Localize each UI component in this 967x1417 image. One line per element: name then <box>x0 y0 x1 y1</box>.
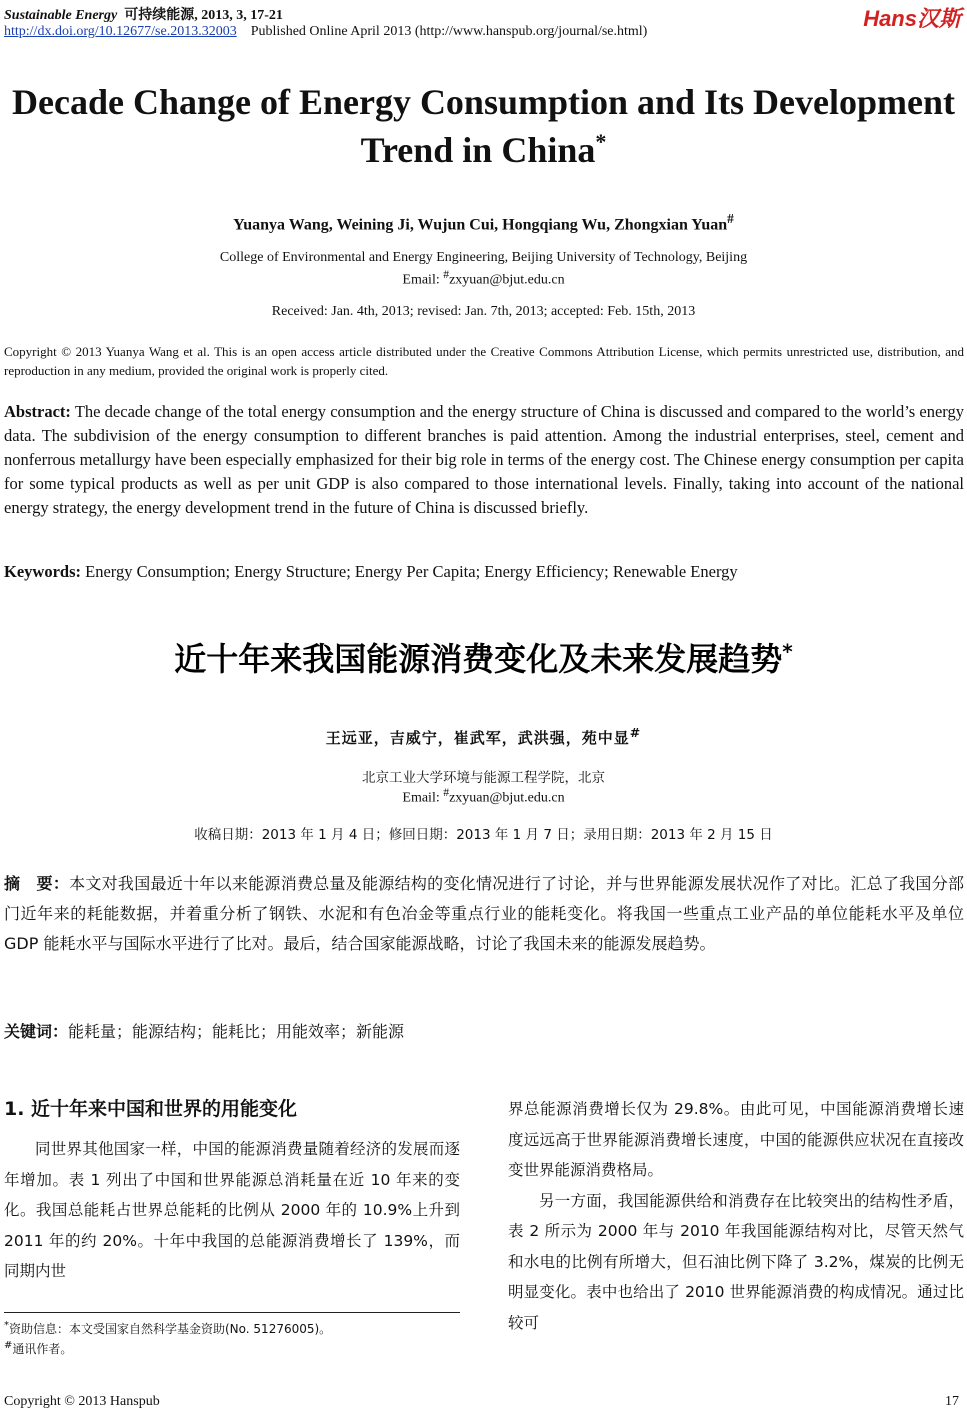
hans-logo: Hans汉斯 <box>863 6 961 31</box>
paper-title-cn: 近十年来我国能源消费变化及未来发展趋势* <box>174 639 793 678</box>
keywords-text: Energy Consumption; Energy Structure; Energy Per Capita; Energy Efficiency; Renewable Energy <box>85 562 738 581</box>
dates-cn: 收稿日期：2013 年 1 月 4 日；修回日期：2013 年 1 月 7 日；录用日期：2013 年 2 月 15 日 <box>194 827 773 843</box>
keywords-en <box>4 562 964 582</box>
footnote-divider <box>4 1312 460 1313</box>
page-number: 17 <box>945 1394 959 1409</box>
doi-link[interactable]: http://dx.doi.org/10.12677/se.2013.32003 <box>4 24 237 39</box>
authors-en: Yuanya Wang, Weining Ji, Wujun Cui, Hongqiang Wu, Zhongxian Yuan# <box>233 211 734 234</box>
journal-name-cn: 可持续能源 <box>124 8 195 23</box>
affiliation-en: College of Environmental and Energy Engineering, Beijing University of Technology, Beijing <box>219 250 748 265</box>
footer-copyright: Copyright © 2013 Hanspub <box>4 1394 160 1409</box>
published-online: Published Online April 2013 (http://www.hanspub.org/journal/se.html) <box>250 24 648 39</box>
keywords-cn-text: 能耗量；能源结构；能耗比；用能效率；新能源 <box>68 1022 405 1041</box>
journal-header <box>4 4 283 24</box>
section-1-right-column <box>508 1094 964 1338</box>
abstract-cn <box>4 869 964 959</box>
abstract-cn-label: 摘 要： <box>4 874 70 893</box>
section-1-paragraph-2: 另一方面，我国能源供给和消费存在比较突出的结构性矛盾，表 2 所示为 2000 年与 2010 年我国能源结构对比，尽管天然气和水电的比例有所增大，但石油比例下降了 3.2%，煤炭的比例无明显变化。表中也给出了 2010 世界能源消费的构成情况。通过比较可 <box>508 1191 964 1332</box>
footnote-corresponding: #通讯作者。 <box>4 1340 73 1356</box>
abstract-label: Abstract: <box>4 402 71 421</box>
email-address[interactable]: zxyuan@bjut.edu.cn <box>449 272 565 288</box>
section-1-left-column: 同世界其他国家一样，中国的能源消费量随着经济的发展而逐年增加。表 1 列出了中国和世界能源总消耗量在近 10 年来的变化。我国总能耗占世界总能耗的比例从 2000 年的 10.9%上升到 2011 年的约 20%。十年中我国的总能源消费增长了 139%，而同期内世 <box>4 1140 460 1280</box>
email-address-cn[interactable]: zxyuan@bjut.edu.cn <box>449 790 565 806</box>
journal-name: Sustainable Energy <box>4 8 118 23</box>
abstract-text: The decade change of the total energy consumption and the energy structure of China is discussed and compared to the world’s energy data. The subdivision of the energy consumption to different branches is paid attention. Among the industrial enterprises, steel, cement and nonferrous metallurgy have been especially emphasized for their big role in terms of the energy cost. The Chinese energy consumption per capita for some typical products as well as per unit GDP is also compared to those international levels. Finally, taking into account of the national energy strategy, the energy development trend in the future of China is discussed briefly. <box>4 402 964 517</box>
authors-cn: 王远亚，吉威宁，崔武军，武洪强，苑中显# <box>325 725 642 747</box>
abstract-cn-text: 本文对我国最近十年以来能源消费总量及能源结构的变化情况进行了讨论，并与世界能源发展状况作了对比。汇总了我国分部门近年来的耗能数据，并着重分析了钢铁、水泥和有色冶金等重点行业的能耗变化。将我国一些重点工业产品的单位能耗水平及单位 GDP 能耗水平与国际水平进行了比对。最后，结合国家能源战略，讨论了我国未来的能源发展趋势。 <box>4 874 964 953</box>
keywords-label: Keywords: <box>4 562 81 581</box>
paper-title-en: Decade Change of Energy Consumption and Its Development Trend in China* <box>11 82 956 170</box>
received-dates: Received: Jan. 4th, 2013; revised: Jan. 7th, 2013; accepted: Feb. 15th, 2013 <box>271 304 696 319</box>
keywords-cn <box>4 1019 964 1042</box>
email-cn: Email: #zxyuan@bjut.edu.cn <box>402 786 565 806</box>
affiliation-cn: 北京工业大学环境与能源工程学院，北京 <box>362 770 605 786</box>
journal-issue: , 2013, 3, 17-21 <box>194 8 283 23</box>
section-1-paragraph-continued: 界总能源消费增长仅为 29.8%。由此可见，中国能源消费增长速度远远高于世界能源消费增长速度，中国的能源供应状况在直接改变世界能源消费格局。 <box>508 1100 964 1179</box>
footnote-funding: *资助信息：本文受国家自然科学基金资助(No. 51276005)。 <box>4 1320 332 1336</box>
keywords-cn-label: 关键词： <box>4 1022 69 1041</box>
copyright-notice: Copyright © 2013 Yuanya Wang et al. This is an open access article distributed under the Creative Commons Attribution License, which permits unrestricted use, distribution, and reproduction in any medium, provided the original work is properly cited. <box>4 344 964 378</box>
section-1-title: 1. 近十年来中国和世界的用能变化 <box>4 1098 298 1120</box>
email-en: Email: #zxyuan@bjut.edu.cn <box>402 268 565 288</box>
doi-line <box>4 24 647 40</box>
abstract-en <box>4 400 964 520</box>
